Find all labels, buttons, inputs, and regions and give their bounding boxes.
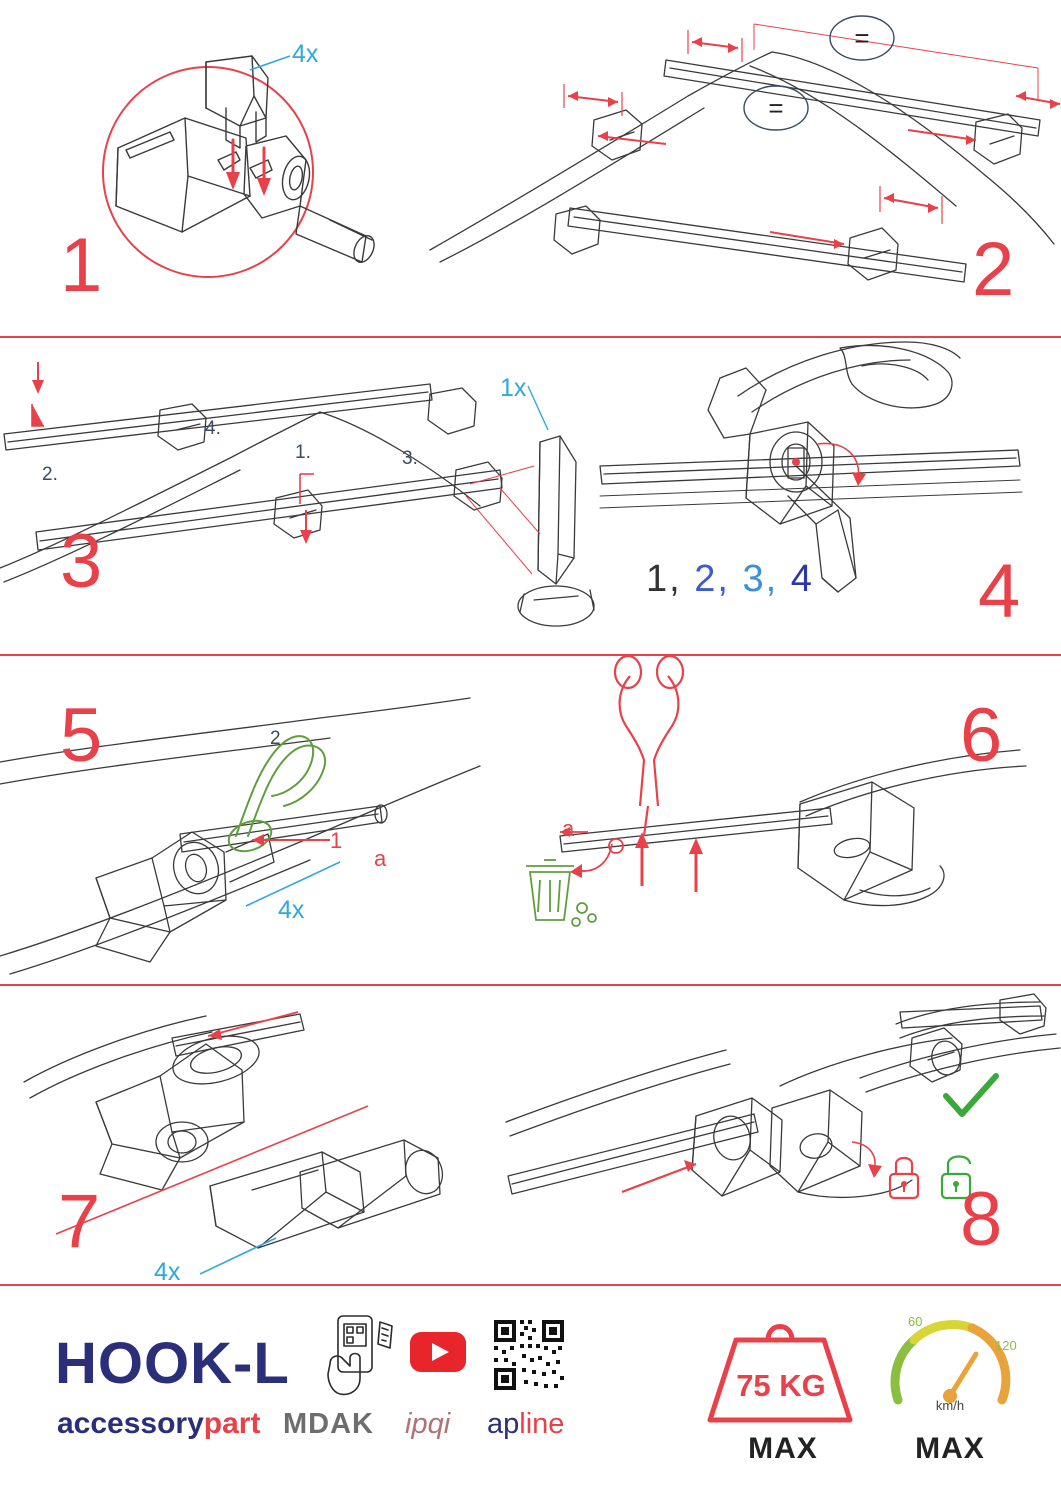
logo-mdak: MDAK — [283, 1408, 374, 1440]
tagline-main: accessory — [57, 1407, 204, 1440]
tagline-accent: part — [203, 1407, 261, 1440]
logo-apline — [487, 1408, 564, 1441]
step-6-label-a: a — [562, 816, 575, 841]
step-3-label-2: 2. — [42, 464, 58, 485]
step-3-label-3: 3. — [402, 448, 418, 469]
max-weight-icon — [690, 1300, 870, 1430]
step-number-4: 4 — [978, 549, 1022, 634]
step-number-6: 6 — [960, 693, 1004, 778]
step-number-7: 7 — [58, 1179, 102, 1264]
speed-min-label: 60 — [908, 1314, 923, 1329]
step-2-illustration — [420, 0, 1061, 336]
seq-item-3: 3, — [742, 558, 779, 600]
brand-title: HOOK-L — [55, 1331, 290, 1396]
step-7-panel — [0, 986, 500, 1284]
max-weight-value: 75 KG — [736, 1368, 826, 1403]
step-6-panel — [500, 656, 1061, 984]
svg-text:=: = — [854, 23, 870, 53]
step-5-label-1: 1 — [330, 828, 343, 853]
step-number-2: 2 — [972, 227, 1016, 312]
step-5-label-2: 2 — [270, 728, 281, 749]
step-8-panel — [500, 986, 1061, 1284]
qr-code — [492, 1318, 566, 1392]
youtube-icon[interactable] — [410, 1332, 466, 1372]
step-3-label-4: 4. — [205, 418, 221, 439]
svg-text:=: = — [768, 93, 784, 123]
logo-apline-ap: ap — [487, 1408, 520, 1440]
max-speed-caption: MAX — [915, 1432, 985, 1465]
step-4-panel — [600, 338, 1061, 654]
brand-tagline — [57, 1407, 260, 1441]
speed-max-label: 120 — [995, 1338, 1017, 1353]
step-number-1: 1 — [60, 223, 104, 308]
step-3-panel — [0, 338, 600, 654]
step-5-qty-label: 4x — [278, 896, 305, 924]
step-7-qty-label: 4x — [154, 1258, 181, 1286]
logo-apline-line: line — [519, 1408, 565, 1440]
step-number-5: 5 — [60, 693, 104, 778]
max-weight-caption: MAX — [748, 1432, 818, 1465]
step-2-panel — [420, 0, 1061, 336]
scan-phone-icon — [320, 1312, 400, 1398]
speed-unit-label: km/h — [935, 1398, 965, 1413]
step-1-qty-label: 4x — [292, 40, 319, 68]
step-3-label-1: 1. — [295, 442, 311, 463]
step-5-label-a: a — [374, 846, 387, 871]
seq-item-2: 2, — [694, 558, 730, 600]
seq-item-4: 4 — [790, 558, 814, 600]
step-3-qty-label: 1x — [500, 374, 527, 402]
step-5-panel — [0, 656, 500, 984]
step-number-3: 3 — [60, 519, 104, 604]
step-4-sequence — [646, 558, 814, 601]
seq-item-1: 1, — [646, 558, 682, 600]
logo-ipqi: ipqi — [405, 1408, 451, 1440]
footer — [0, 1290, 1061, 1500]
step-number-8: 8 — [960, 1177, 1004, 1262]
step-1-panel — [0, 0, 420, 336]
